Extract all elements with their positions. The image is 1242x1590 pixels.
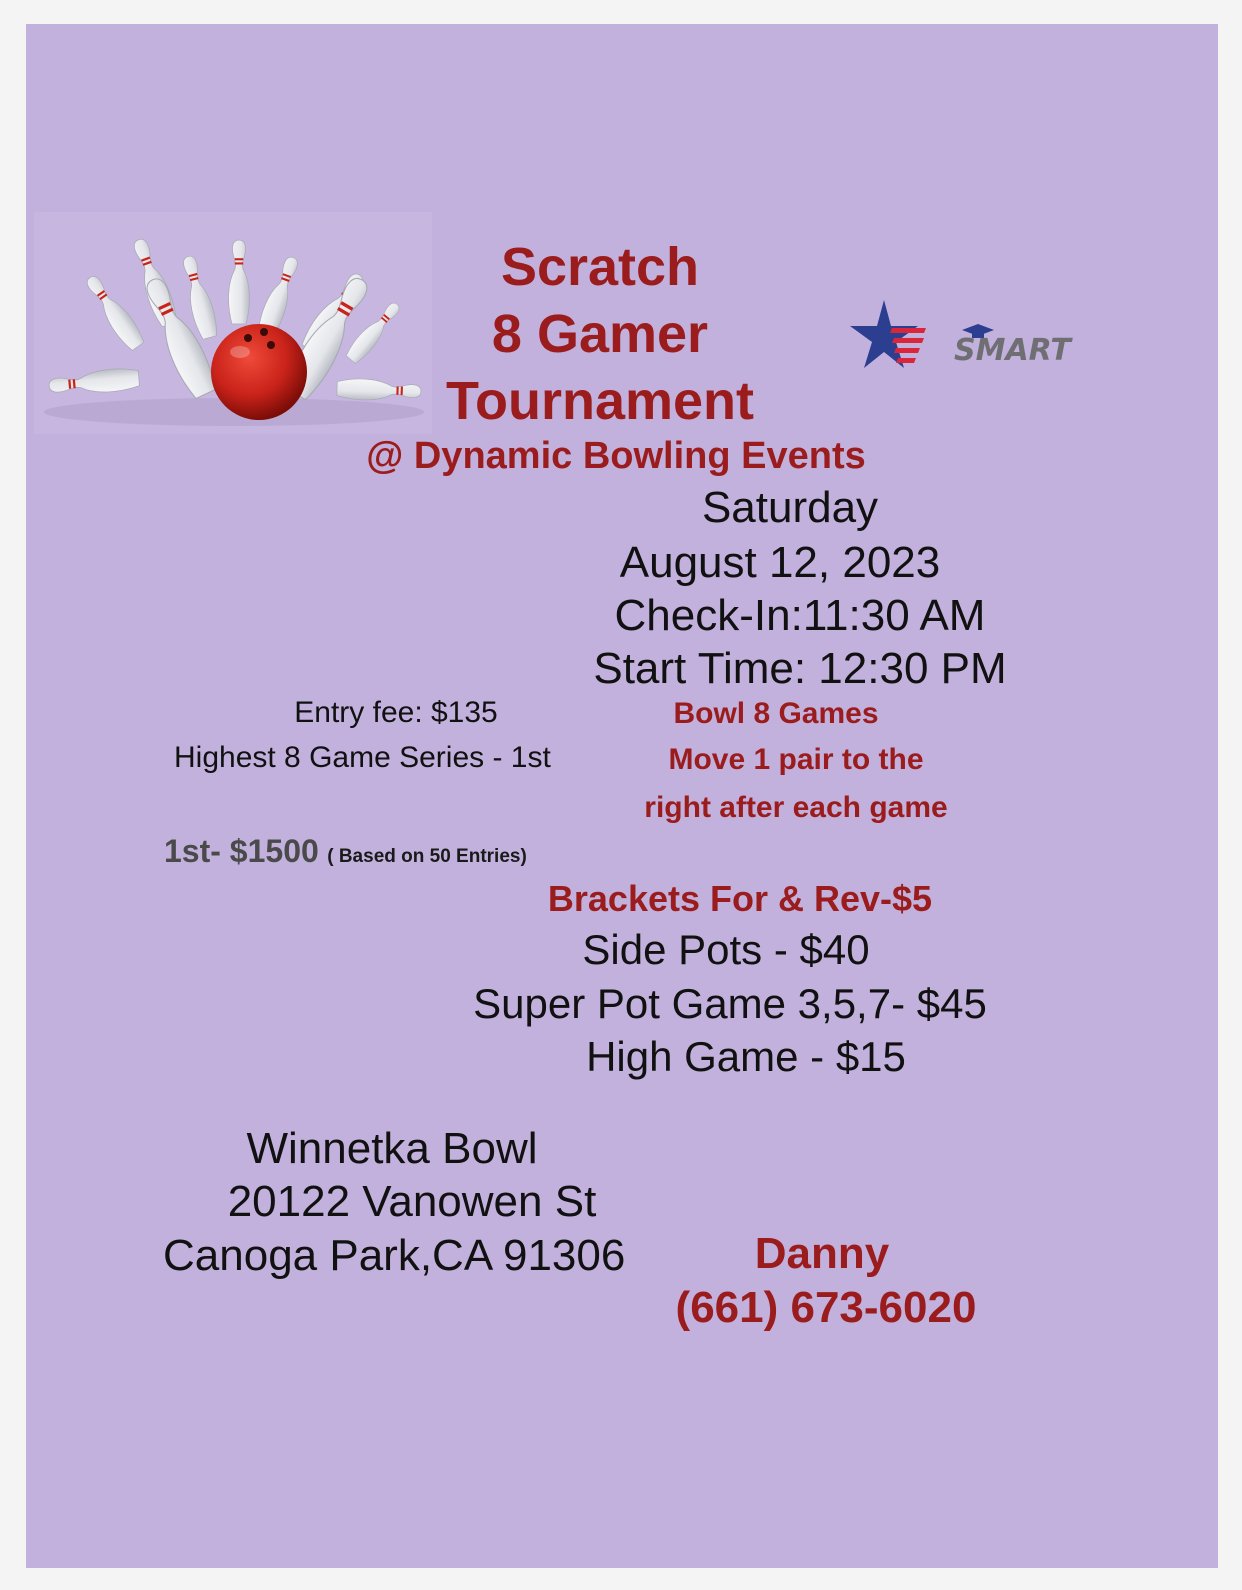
contact-name: Danny — [754, 1229, 890, 1278]
title-line-3: Tournament — [446, 371, 754, 431]
subtitle: @ Dynamic Bowling Events — [366, 435, 866, 477]
star-icon — [850, 300, 926, 368]
side-pots: Side Pots - $40 — [582, 926, 870, 973]
format-line-3: right after each game — [644, 791, 948, 824]
format-line-1: Bowl 8 Games — [673, 697, 879, 730]
check-in-time: Check-In:11:30 AM — [614, 591, 986, 640]
title-line-1: Scratch — [500, 237, 700, 297]
first-prize-amount: 1st- $1500 — [164, 833, 319, 869]
super-pot: Super Pot Game 3,5,7- $45 — [473, 980, 987, 1027]
venue-city: Canoga Park,CA 91306 — [163, 1231, 626, 1280]
start-time: Start Time: 12:30 PM — [593, 644, 1007, 693]
high-game: High Game - $15 — [586, 1033, 906, 1080]
entry-fee: Entry fee: $135 — [294, 696, 498, 729]
first-prize-note: ( Based on 50 Entries) — [327, 846, 527, 867]
title-line-2: 8 Gamer — [491, 304, 709, 364]
smart-logo — [834, 292, 1124, 392]
series-prize-label: Highest 8 Game Series - 1st — [174, 741, 551, 774]
format-line-2: Move 1 pair to the — [668, 743, 924, 776]
logo-text: SMART — [954, 333, 1071, 368]
first-prize — [164, 833, 527, 870]
brackets: Brackets For & Rev-$5 — [547, 878, 933, 919]
flyer-page — [26, 24, 1218, 1568]
contact-phone: (661) 673-6020 — [675, 1283, 977, 1332]
event-day: Saturday — [701, 483, 879, 532]
bowling-pins-and-ball-image — [34, 212, 432, 434]
venue-name: Winnetka Bowl — [246, 1124, 538, 1173]
venue-street: 20122 Vanowen St — [227, 1177, 597, 1226]
event-date: August 12, 2023 — [619, 538, 941, 587]
